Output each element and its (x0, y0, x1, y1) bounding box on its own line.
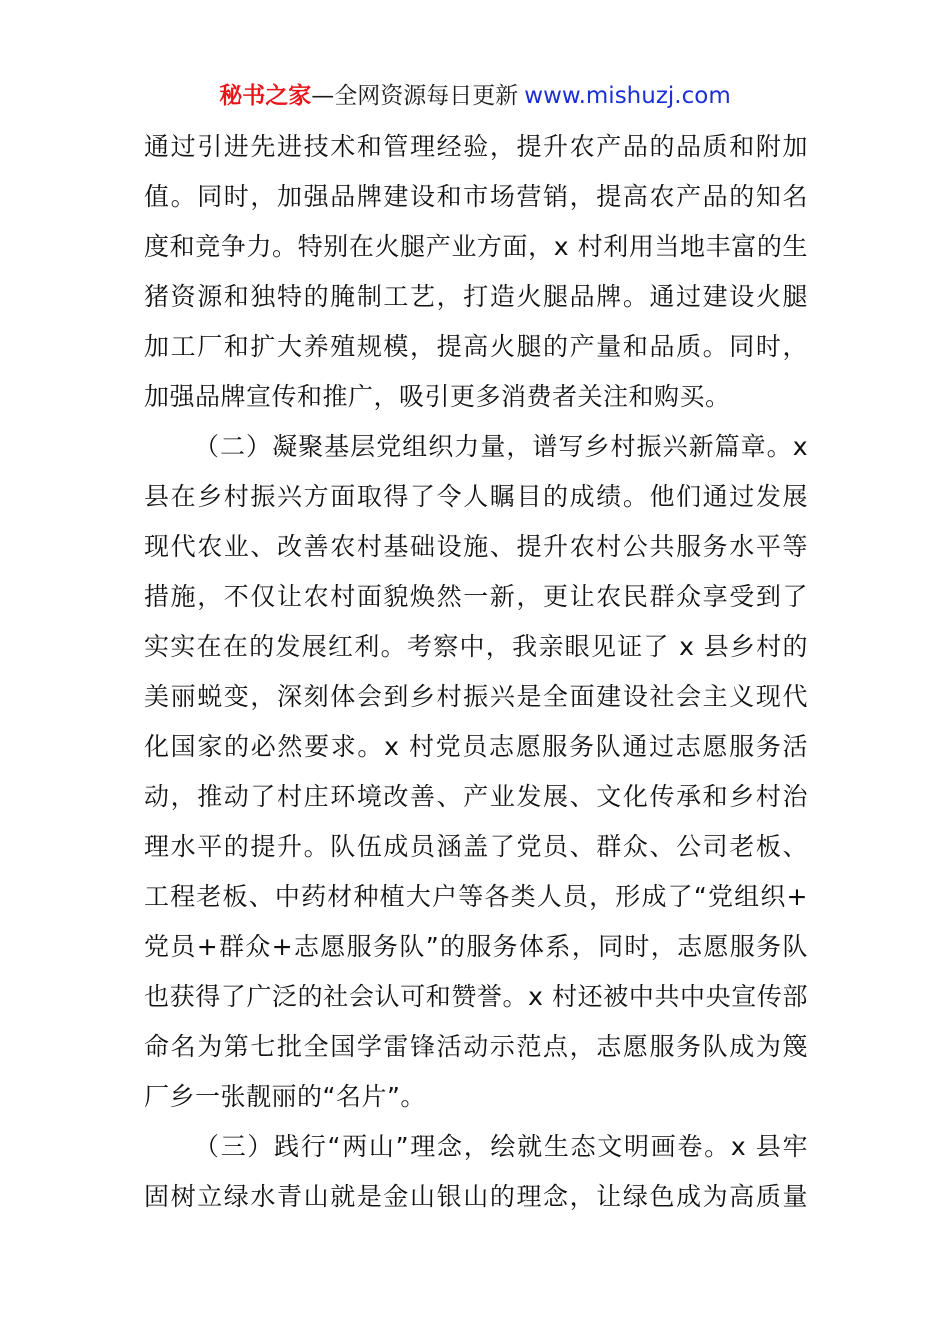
text-line: 命名为第七批全国学雷锋活动示范点，志愿服务队成为篾 (144, 1032, 808, 1061)
text-line: （二）凝聚基层党组织力量，谱写乡村振兴新篇章。x (194, 432, 808, 461)
paragraph (144, 1122, 808, 1222)
text-line: （三）践行“两山”理念，绘就生态文明画卷。x 县牢 (194, 1132, 808, 1161)
text-line: 加强品牌宣传和推广，吸引更多消费者关注和购买。 (144, 382, 731, 411)
text-line: 加工厂和扩大养殖规模，提高火腿的产量和品质。同时， (144, 332, 808, 361)
text-line: 猪资源和独特的腌制工艺，打造火腿品牌。通过建设火腿 (144, 282, 808, 311)
text-line: 动，推动了村庄环境改善、产业发展、文化传承和乡村治 (144, 782, 808, 811)
text-line: 县在乡村振兴方面取得了令人瞩目的成绩。他们通过发展 (144, 482, 808, 511)
brand-name: 秘书之家 (219, 83, 312, 109)
header-tagline: —全网资源每日更新 (311, 83, 519, 109)
text-line: 现代农业、改善农村基础设施、提升农村公共服务水平等 (144, 532, 808, 561)
text-line: 化国家的必然要求。x 村党员志愿服务队通过志愿服务活 (144, 732, 808, 761)
text-line: 理水平的提升。队伍成员涵盖了党员、群众、公司老板、 (144, 832, 808, 861)
text-line: 也获得了广泛的社会认可和赞誉。x 村还被中共中央宣传部 (144, 982, 808, 1011)
text-line: 美丽蜕变，深刻体会到乡村振兴是全面建设社会主义现代 (144, 682, 808, 711)
text-line: 党员+群众+志愿服务队”的服务体系，同时，志愿服务队 (144, 932, 808, 961)
paragraph (144, 122, 808, 422)
text-line: 工程老板、中药材种植大户等各类人员，形成了“党组织+ (144, 882, 808, 911)
text-line: 措施，不仅让农村面貌焕然一新，更让农民群众享受到了 (144, 582, 808, 611)
paragraph (144, 422, 808, 1122)
site-url-link[interactable]: www.mishuzj.com (524, 83, 731, 109)
text-line: 值。同时，加强品牌建设和市场营销，提高农产品的知名 (144, 182, 808, 211)
document-body (144, 122, 808, 1222)
site-header (0, 80, 950, 112)
text-line: 度和竞争力。特别在火腿产业方面，x 村利用当地丰富的生 (144, 232, 808, 261)
text-line: 通过引进先进技术和管理经验，提升农产品的品质和附加 (144, 132, 808, 161)
text-line: 固树立绿水青山就是金山银山的理念，让绿色成为高质量 (144, 1182, 808, 1211)
text-line: 实实在在的发展红利。考察中，我亲眼见证了 x 县乡村的 (144, 632, 808, 661)
text-line: 厂乡一张靓丽的“名片”。 (144, 1082, 426, 1111)
